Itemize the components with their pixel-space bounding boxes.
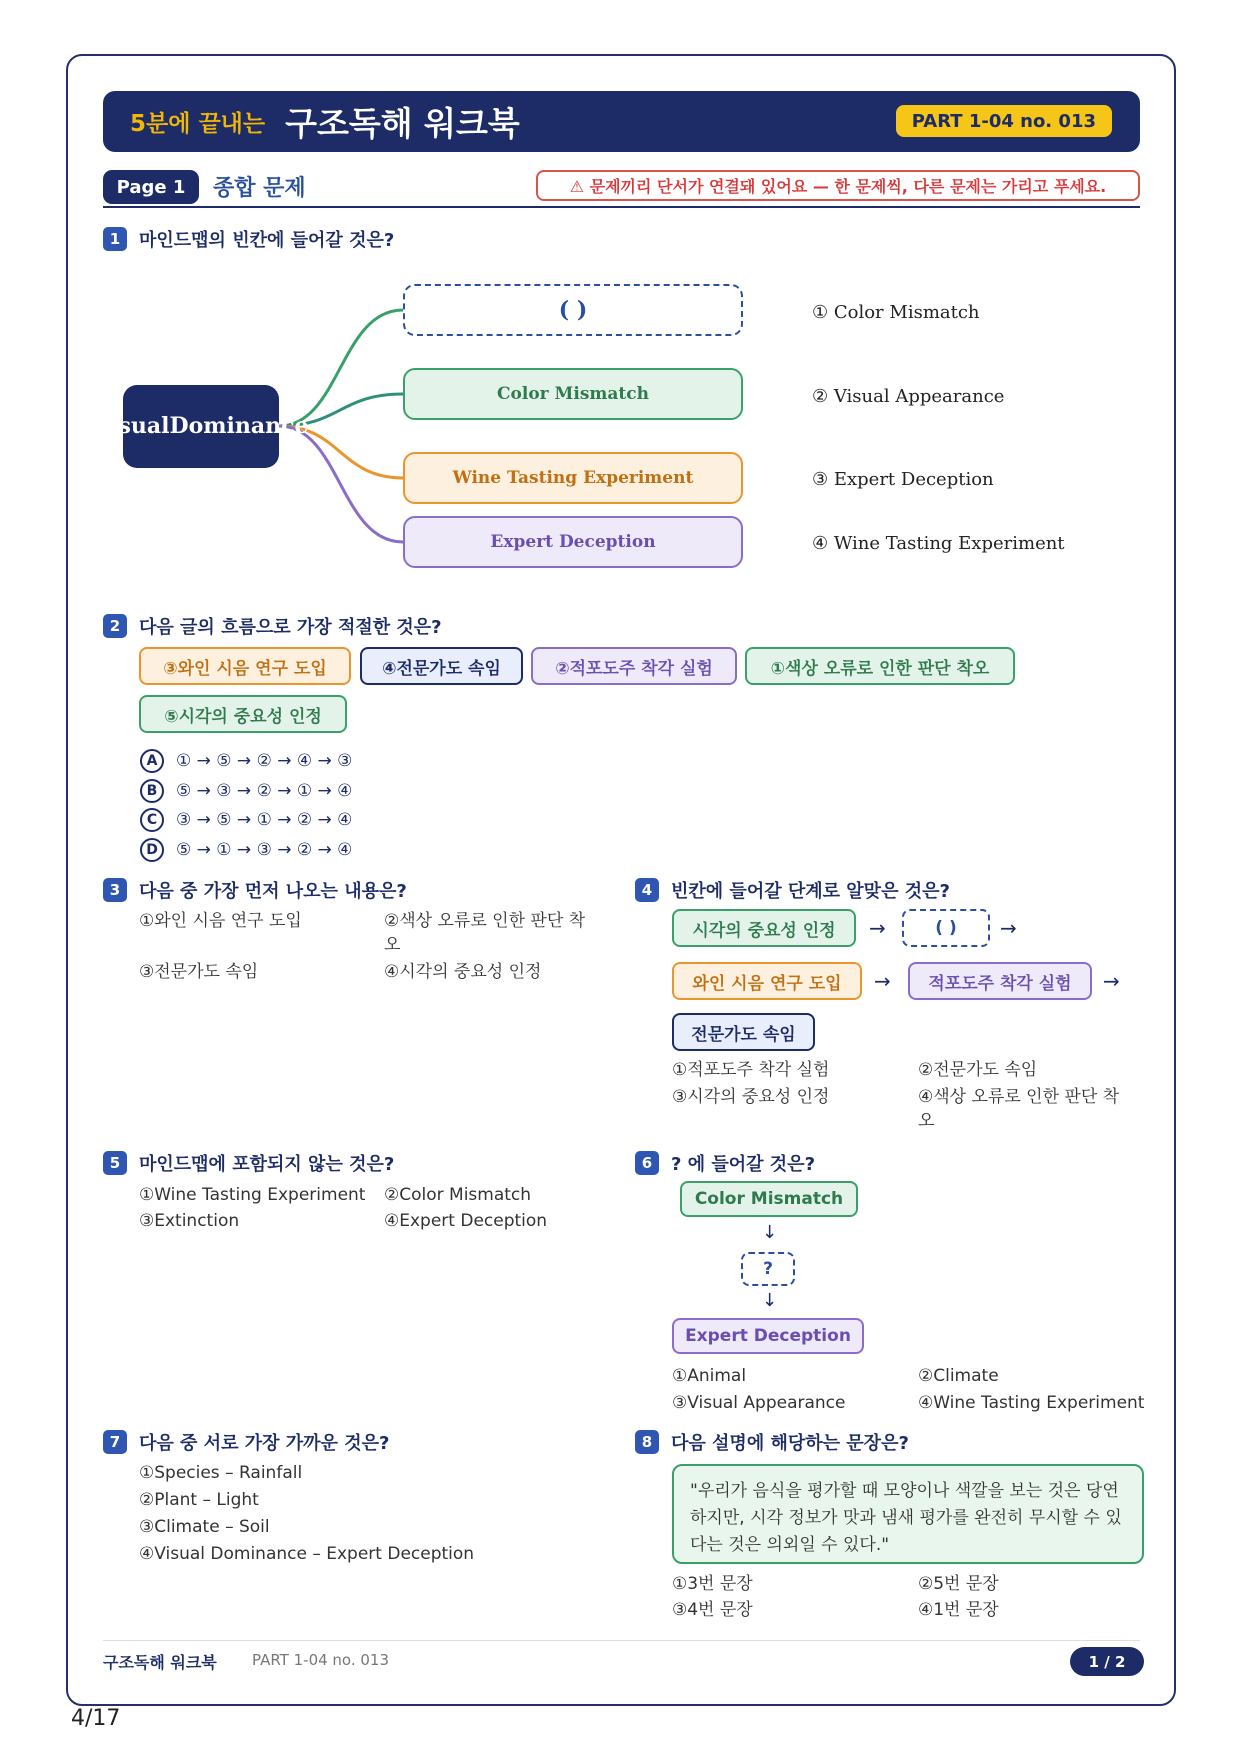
q1-option[interactable]: ④ Wine Tasting Experiment <box>812 533 1065 554</box>
q4-option[interactable]: ①적포도주 착각 실험 <box>672 1060 830 1080</box>
branch-to-expert <box>279 426 403 542</box>
q4-blank-chip: ( ) <box>902 909 990 947</box>
q1-number: 1 <box>103 227 127 251</box>
warning-banner: ⚠ 문제끼리 단서가 연결돼 있어요 — 한 문제씩, 다른 문제는 가리고 푸세요. <box>536 170 1140 201</box>
q5-option[interactable]: ②Color Mismatch <box>384 1185 532 1205</box>
flow-arrow: → <box>1103 969 1120 993</box>
page-title: 종합 문제 <box>213 176 306 201</box>
q4-number: 4 <box>635 878 659 902</box>
q7-text: 다음 중 서로 가장 가까운 것은? <box>139 1433 390 1454</box>
document-page-counter: 4/17 <box>71 1706 121 1731</box>
q1-option[interactable]: ② Visual Appearance <box>812 386 1005 407</box>
q4-option[interactable]: ④색상 오류로 인한 판단 착오 <box>918 1087 1120 1131</box>
q2-chip: ②적포도주 착각 실험 <box>531 647 737 685</box>
q4-text: 빈칸에 들어갈 단계로 알맞은 것은? <box>671 881 950 902</box>
choice-sequence: ⑤ → ① → ③ → ② → ④ <box>176 840 353 860</box>
q6-number: 6 <box>635 1151 659 1175</box>
footer-part: PART 1-04 no. 013 <box>252 1651 390 1669</box>
q5-text: 마인드맵에 포함되지 않는 것은? <box>139 1154 395 1175</box>
footer-divider <box>103 1640 1140 1641</box>
q2-number: 2 <box>103 614 127 638</box>
q6-top-chip: Color Mismatch <box>680 1181 858 1217</box>
q4-chip: 적포도주 착각 실험 <box>908 962 1092 1000</box>
q8-quote-box: "우리가 음식을 평가할 때 모양이나 색깔을 보는 것은 당연하지만, 시각 정보가 맛과 냄새 평가를 완전히 무시할 수 있다는 것은 의외일 수 있다." <box>672 1464 1144 1564</box>
down-arrow: ↓ <box>762 1222 778 1243</box>
q7-option[interactable]: ③Climate – Soil <box>139 1517 270 1537</box>
q3-option[interactable]: ②색상 오류로 인한 판단 착오 <box>384 911 586 955</box>
q2-chip: ⑤시각의 중요성 인정 <box>139 695 347 733</box>
q8-text: 다음 설명에 해당하는 문장은? <box>671 1433 909 1454</box>
q6-text: ? 에 들어갈 것은? <box>671 1154 816 1175</box>
root-line-2: Dominance <box>169 413 309 439</box>
part-badge: PART 1-04 no. 013 <box>896 105 1112 137</box>
mindmap-root <box>93 385 309 468</box>
q8-number: 8 <box>635 1430 659 1454</box>
q2-chip: ④전문가도 속임 <box>360 647 523 685</box>
q8-option[interactable]: ②5번 문장 <box>918 1574 999 1594</box>
q8-option[interactable]: ①3번 문장 <box>672 1574 753 1594</box>
q1-option[interactable]: ① Color Mismatch <box>812 302 980 323</box>
page-badge: Page 1 <box>103 170 199 204</box>
header-title: 구조독해 워크북 <box>285 104 520 143</box>
q5-number: 5 <box>103 1151 127 1175</box>
q6-blank-chip: ? <box>741 1252 795 1286</box>
q4-chip: 전문가도 속임 <box>672 1013 815 1051</box>
q2-chip: ③와인 시음 연구 도입 <box>139 647 351 685</box>
flow-arrow: → <box>874 969 891 993</box>
choice-sequence: ① → ⑤ → ② → ④ → ③ <box>176 751 353 771</box>
q5-option[interactable]: ④Expert Deception <box>384 1211 548 1231</box>
flow-arrow: → <box>869 916 886 940</box>
choice-sequence: ⑤ → ③ → ② → ① → ④ <box>176 781 353 801</box>
q4-option[interactable]: ②전문가도 속임 <box>918 1060 1038 1080</box>
footer-page-indicator: 1 / 2 <box>1070 1647 1144 1676</box>
choice-letter: C <box>140 808 164 832</box>
footer-title: 구조독해 워크북 <box>103 1653 217 1672</box>
q2-choice[interactable] <box>140 838 352 862</box>
q6-option[interactable]: ④Wine Tasting Experiment <box>918 1393 1145 1413</box>
mindmap-node-expert-deception: Expert Deception <box>403 516 743 568</box>
q8-option[interactable]: ③4번 문장 <box>672 1600 753 1620</box>
q6-option[interactable]: ①Animal <box>672 1366 747 1386</box>
flow-arrow: → <box>1000 916 1017 940</box>
q4-option[interactable]: ③시각의 중요성 인정 <box>672 1087 830 1107</box>
q6-bottom-chip: Expert Deception <box>672 1318 864 1354</box>
root-line-1: Visual <box>93 413 170 439</box>
q8-option[interactable]: ④1번 문장 <box>918 1600 999 1620</box>
mindmap-blank-node: ( ) <box>403 284 743 336</box>
choice-letter: D <box>140 838 164 862</box>
q5-option[interactable]: ③Extinction <box>139 1211 240 1231</box>
q3-option[interactable]: ④시각의 중요성 인정 <box>384 962 542 982</box>
q3-option[interactable]: ③전문가도 속임 <box>139 962 259 982</box>
q7-option[interactable]: ②Plant – Light <box>139 1490 259 1510</box>
q7-option[interactable]: ①Species – Rainfall <box>139 1463 303 1483</box>
q6-option[interactable]: ②Climate <box>918 1366 999 1386</box>
q4-chip: 시각의 중요성 인정 <box>672 909 856 947</box>
q7-option[interactable]: ④Visual Dominance – Expert Deception <box>139 1544 475 1564</box>
q6-option[interactable]: ③Visual Appearance <box>672 1393 846 1413</box>
q7-number: 7 <box>103 1430 127 1454</box>
q1-text: 마인드맵의 빈칸에 들어갈 것은? <box>139 230 395 251</box>
mindmap-node-wine-tasting: Wine Tasting Experiment <box>403 452 743 504</box>
q2-chip: ①색상 오류로 인한 판단 착오 <box>745 647 1015 685</box>
q3-text: 다음 중 가장 먼저 나오는 내용은? <box>139 881 407 902</box>
q3-option[interactable]: ①와인 시음 연구 도입 <box>139 911 302 931</box>
q5-option[interactable]: ①Wine Tasting Experiment <box>139 1185 366 1205</box>
q2-choice[interactable] <box>140 808 352 832</box>
mindmap-node-color-mismatch: Color Mismatch <box>403 368 743 420</box>
q2-text: 다음 글의 흐름으로 가장 적절한 것은? <box>139 617 442 638</box>
q4-chip: 와인 시음 연구 도입 <box>672 962 862 1000</box>
q2-choice[interactable] <box>140 749 352 773</box>
choice-sequence: ③ → ⑤ → ① → ② → ④ <box>176 810 353 830</box>
q2-choice[interactable] <box>140 779 352 803</box>
q1-option[interactable]: ③ Expert Deception <box>812 469 994 490</box>
choice-letter: A <box>140 749 164 773</box>
choice-letter: B <box>140 779 164 803</box>
down-arrow: ↓ <box>762 1290 778 1311</box>
q3-number: 3 <box>103 878 127 902</box>
header-subtitle: 5분에 끝내는 <box>130 111 266 137</box>
